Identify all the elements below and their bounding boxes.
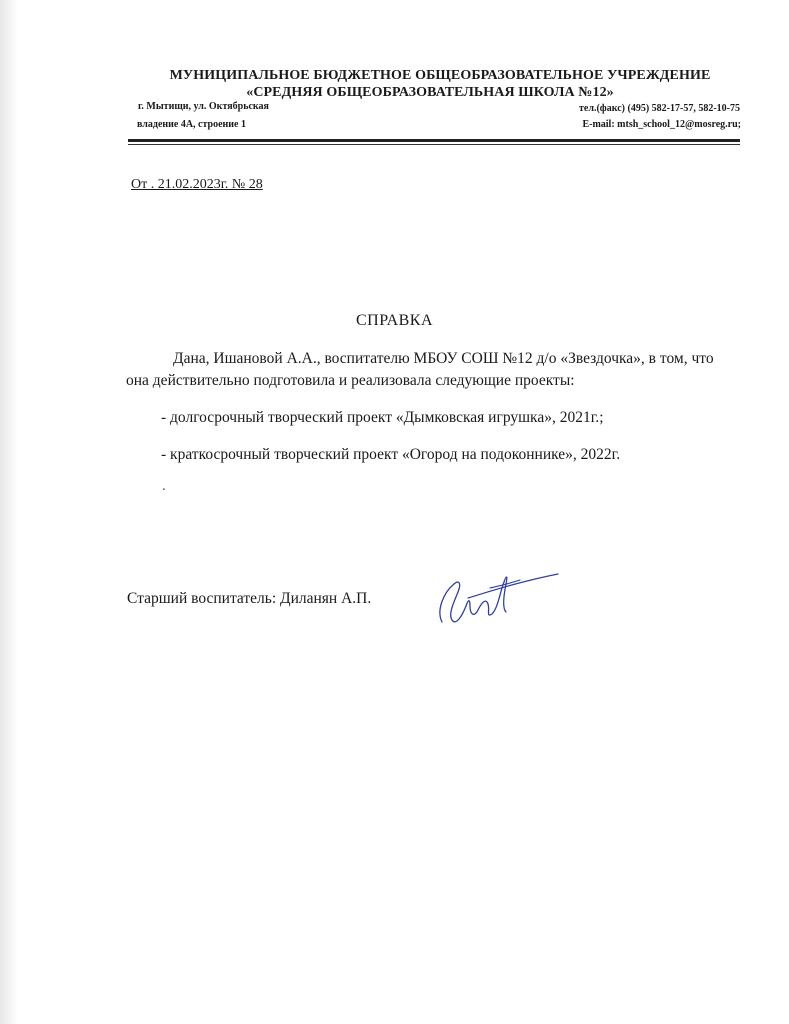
email-address: E-mail: mtsh_school_12@mosreg.ru;	[582, 119, 741, 130]
letterhead-divider	[128, 139, 740, 142]
phone-fax: тел.(факс) (495) 582-17-57, 582-10-75	[579, 103, 740, 114]
handwritten-signature	[428, 562, 563, 630]
address-line2: владение 4А, строение 1	[137, 119, 246, 130]
trailing-mark: .	[162, 478, 166, 494]
organization-name-line2: «СРЕДНЯЯ ОБЩЕОБРАЗОВАТЕЛЬНАЯ ШКОЛА №12»	[246, 85, 614, 100]
project-item-2: - краткосрочный творческий проект «Огород на подоконнике», 2022г.	[161, 446, 621, 463]
organization-name-line1: МУНИЦИПАЛЬНОЕ БЮДЖЕТНОЕ ОБЩЕОБРАЗОВАТЕЛЬНОЕ УЧРЕЖДЕНИЕ	[169, 68, 711, 83]
document-title: СПРАВКА	[355, 312, 434, 329]
document-body	[126, 348, 736, 392]
letterhead-contacts	[110, 101, 750, 139]
letterhead	[110, 67, 750, 139]
body-text: Дана, Ишановой А.А., воспитателю МБОУ СОШ №12 д/о «Звездочка», в том, что она действительно подготовила и реализовала следующие проекты:	[126, 350, 714, 389]
letterhead-divider-thin	[128, 144, 740, 145]
signer-line: Старший воспитатель: Диланян А.П.	[127, 590, 372, 607]
project-item-1: - долгосрочный творческий проект «Дымковская игрушка», 2021г.;	[161, 409, 604, 426]
scan-edge-shadow	[0, 0, 18, 1024]
address-line1: г. Мытищи, ул. Октябрьская	[138, 101, 269, 112]
document-reference: От . 21.02.2023г. № 28	[131, 177, 263, 192]
